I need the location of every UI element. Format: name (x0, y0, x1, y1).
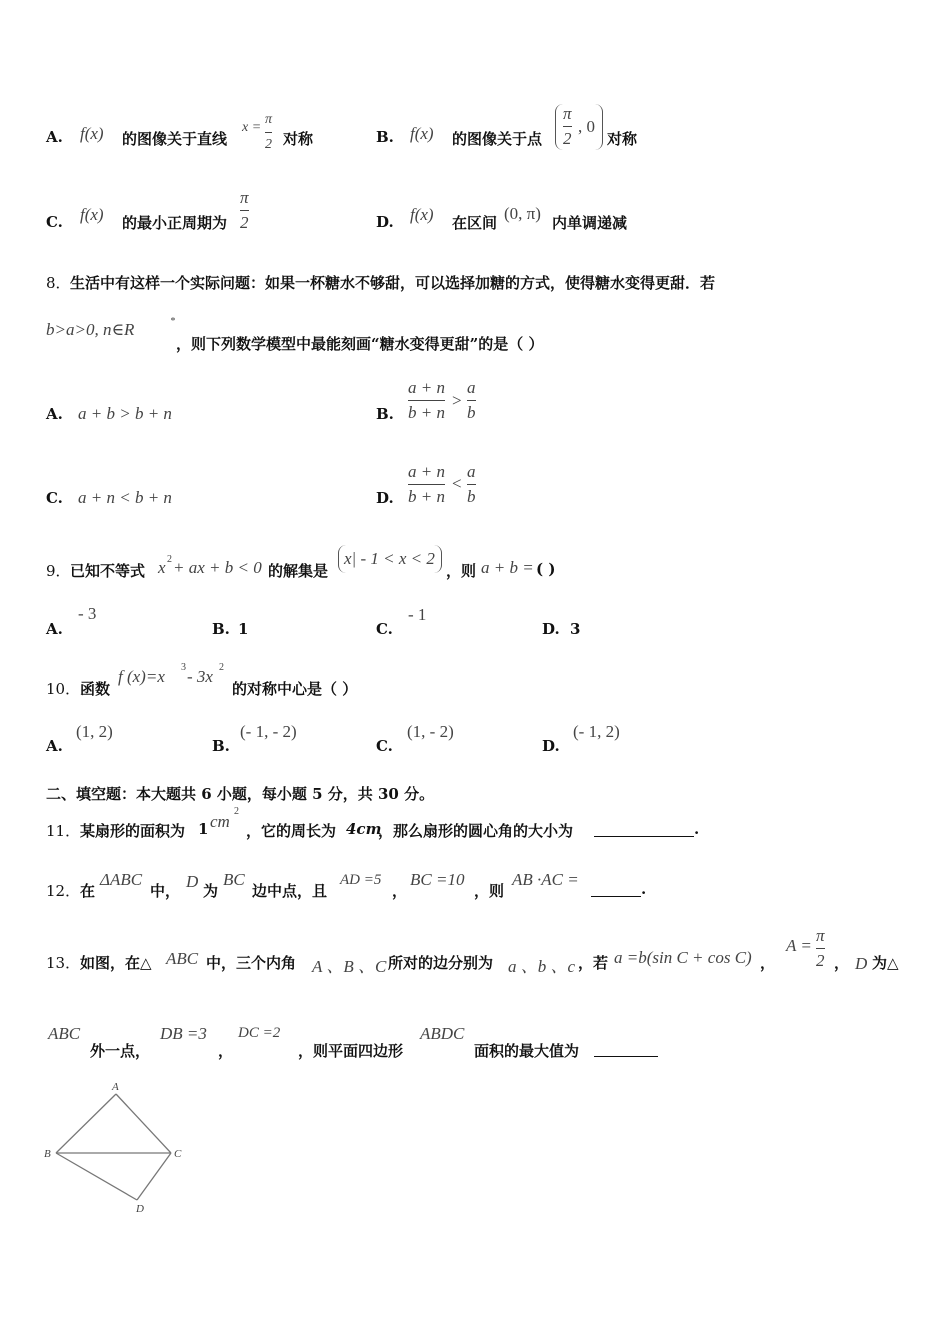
punctuation: ， (392, 882, 408, 900)
math-point: D (186, 872, 199, 891)
question-text: ，则 (446, 562, 477, 580)
question-number: 12． (46, 882, 81, 900)
frac-den: 2 (563, 129, 572, 148)
question-text: 外一点， (90, 1042, 151, 1060)
option-value: (1, 2) (76, 722, 113, 741)
math-frac (563, 104, 572, 149)
question-text: 生活中有这样一个实际问题：如果一杯糖水不够甜，可以选择加糖的方式，使得糖水变得更甜．若 (70, 274, 716, 292)
math-ineq: x (158, 558, 166, 577)
punctuation: ， (834, 954, 850, 972)
math-sup: 2 (234, 806, 239, 817)
math-set: x| - 1 < x < 2 (344, 549, 435, 568)
question-text: ，它的周长为 (246, 822, 337, 840)
math-sup: 2 (219, 662, 224, 673)
option-value: (1, - 2) (407, 722, 454, 741)
frac-num: π (240, 188, 249, 207)
question-number: 10． (46, 680, 81, 698)
frac-num: π (265, 112, 273, 127)
math-sup: 2 (167, 554, 172, 565)
frac-num: a + n (408, 378, 445, 397)
math-triangle: ABC (48, 1024, 81, 1043)
math-value: 1 (198, 820, 209, 838)
math-segment: BC (223, 870, 245, 889)
option-text: 对称 (607, 130, 638, 148)
option-label: D. (376, 489, 394, 507)
math-triangle: ABC (166, 949, 199, 968)
frac-den: 2 (240, 213, 249, 232)
frac-den: b + n (408, 403, 445, 422)
frac-num: a (467, 378, 476, 397)
question-text: 为△ (872, 954, 899, 972)
question-text: ，那么扇形的圆心角的大小为 (378, 822, 574, 840)
question-text: 面积的最大值为 (474, 1042, 580, 1060)
option-value: 3 (570, 620, 581, 638)
option-value: - 3 (78, 604, 97, 623)
option-label: A. (46, 737, 63, 755)
math-eq: x = (242, 120, 262, 135)
vertex-label-d: D (136, 1203, 144, 1215)
math-dot: AB ·AC = (512, 870, 579, 889)
math-frac (408, 378, 445, 423)
option-text: 的图像关于点 (452, 130, 543, 148)
option-text: 对称 (283, 130, 314, 148)
punctuation: . (694, 820, 700, 838)
math-fx: f(x) (80, 124, 104, 143)
question-text: 为 (203, 882, 219, 900)
frac-num: π (816, 926, 825, 945)
question-text: 边中点，且 (252, 882, 328, 900)
math-unit: cm (210, 812, 230, 831)
option-label: A. (46, 405, 63, 423)
question-text: 的解集是 (268, 562, 329, 580)
option-value: (- 1, - 2) (240, 722, 297, 741)
option-label: D. (542, 620, 560, 638)
vertex-label-b: B (44, 1148, 51, 1160)
question-text: ，则 (474, 882, 505, 900)
question-text: ，若 (578, 954, 609, 972)
punctuation: . (641, 880, 647, 898)
question-text: ( ) (536, 560, 556, 578)
math-eq: AD =5 (340, 872, 382, 888)
option-label: D. (376, 213, 394, 231)
math-eq: a =b(sin C + cos C) (614, 948, 752, 967)
question-text: 中，三个内角 (206, 954, 297, 972)
math-frac (467, 462, 476, 507)
edge-cd (137, 1153, 171, 1200)
edge-bd (56, 1153, 137, 1200)
math-condition: b>a>0, n∈R (46, 320, 135, 339)
option-label: B. (376, 405, 394, 423)
option-label: C. (376, 620, 393, 638)
math-op: < (452, 474, 462, 493)
vertex-label-a: A (112, 1081, 119, 1093)
option-label: B. (376, 128, 394, 146)
option-label: C. (46, 489, 63, 507)
question-text: 某扇形的面积为 (80, 822, 186, 840)
option-label: D. (542, 737, 560, 755)
question-text: 函数 (80, 680, 111, 698)
option-label: A. (46, 620, 63, 638)
math-sides: a 、b 、c (508, 957, 576, 976)
question-number: 11． (46, 822, 81, 840)
option-text: 的图像关于直线 (122, 130, 228, 148)
question-number: 9． (46, 562, 71, 580)
question-text: 所对的边分别为 (388, 954, 494, 972)
option-label: A. (46, 128, 63, 146)
math-value: 4cm (346, 820, 382, 838)
math-triangle: ΔABC (100, 870, 143, 889)
math-expr: a + n < b + n (78, 488, 172, 507)
math-sup: * (170, 316, 175, 327)
option-value: - 1 (408, 605, 427, 624)
punctuation: ， (218, 1042, 234, 1060)
math-expr: a + b = (481, 558, 534, 577)
frac-den: 2 (265, 137, 272, 152)
question-text: ，则下列数学模型中最能刻画“糖水变得更甜”的是（ ） (176, 335, 544, 353)
question-number: 13． (46, 954, 81, 972)
option-value: (- 1, 2) (573, 722, 620, 741)
math-frac (408, 462, 445, 507)
math-eq: BC =10 (410, 870, 465, 889)
option-text: 的最小正周期为 (122, 214, 228, 232)
answer-blank[interactable] (591, 880, 641, 897)
math-frac (265, 110, 272, 155)
answer-blank[interactable] (594, 820, 694, 837)
math-frac (816, 926, 825, 971)
math-op: > (452, 391, 462, 410)
frac-den: 2 (816, 951, 825, 970)
question-number: 8． (46, 274, 71, 292)
frac-den: b (467, 487, 476, 506)
option-label: B. (212, 737, 230, 755)
math-fx: f(x) (80, 205, 104, 224)
math-fx: f(x) (410, 205, 434, 224)
frac-den: b (467, 403, 476, 422)
math-angles: A 、B 、C (312, 957, 387, 976)
math-expr: a + b > b + n (78, 404, 172, 423)
option-text: 在区间 (452, 214, 498, 232)
math-fx: f(x) (410, 124, 434, 143)
question-text: 已知不等式 (70, 562, 146, 580)
question-text: 的对称中心是（ ） (232, 680, 358, 698)
math-frac (240, 188, 249, 233)
edge-ac (116, 1094, 171, 1153)
frac-num: π (563, 104, 572, 123)
math-eq: DC =2 (238, 1025, 281, 1041)
math-eq: DB =3 (160, 1024, 207, 1043)
edge-ab (56, 1094, 116, 1153)
frac-num: a (467, 462, 476, 481)
answer-blank[interactable] (594, 1040, 658, 1057)
math-tail: , 0 (578, 117, 595, 136)
option-value: 1 (238, 620, 249, 638)
option-text: 内单调递减 (552, 214, 628, 232)
math-func: f (x)=x (118, 667, 165, 686)
frac-num: a + n (408, 462, 445, 481)
math-sup: 3 (181, 662, 186, 673)
math-ineq: + ax + b < 0 (173, 558, 262, 577)
option-label: C. (376, 737, 393, 755)
math-frac (467, 378, 476, 423)
math-func: - 3x (187, 667, 213, 686)
punctuation: ， (760, 954, 776, 972)
math-eq: A = (786, 936, 812, 955)
frac-den: b + n (408, 487, 445, 506)
math-interval: (0, π) (504, 204, 541, 223)
vertex-label-c: C (174, 1148, 182, 1160)
question-text: 如图，在△ (80, 954, 152, 972)
math-quad: ABDC (420, 1024, 465, 1043)
option-label: C. (46, 213, 63, 231)
question-text: ，则平面四边形 (298, 1042, 404, 1060)
question-text: 中， (150, 882, 181, 900)
question-text: 在 (80, 882, 96, 900)
section-heading: 二、填空题：本大题共 6 小题，每小题 5 分，共 30 分。 (46, 785, 435, 803)
quadrilateral-figure (40, 1078, 200, 1218)
option-label: B. (212, 620, 230, 638)
math-point: D (855, 954, 868, 973)
